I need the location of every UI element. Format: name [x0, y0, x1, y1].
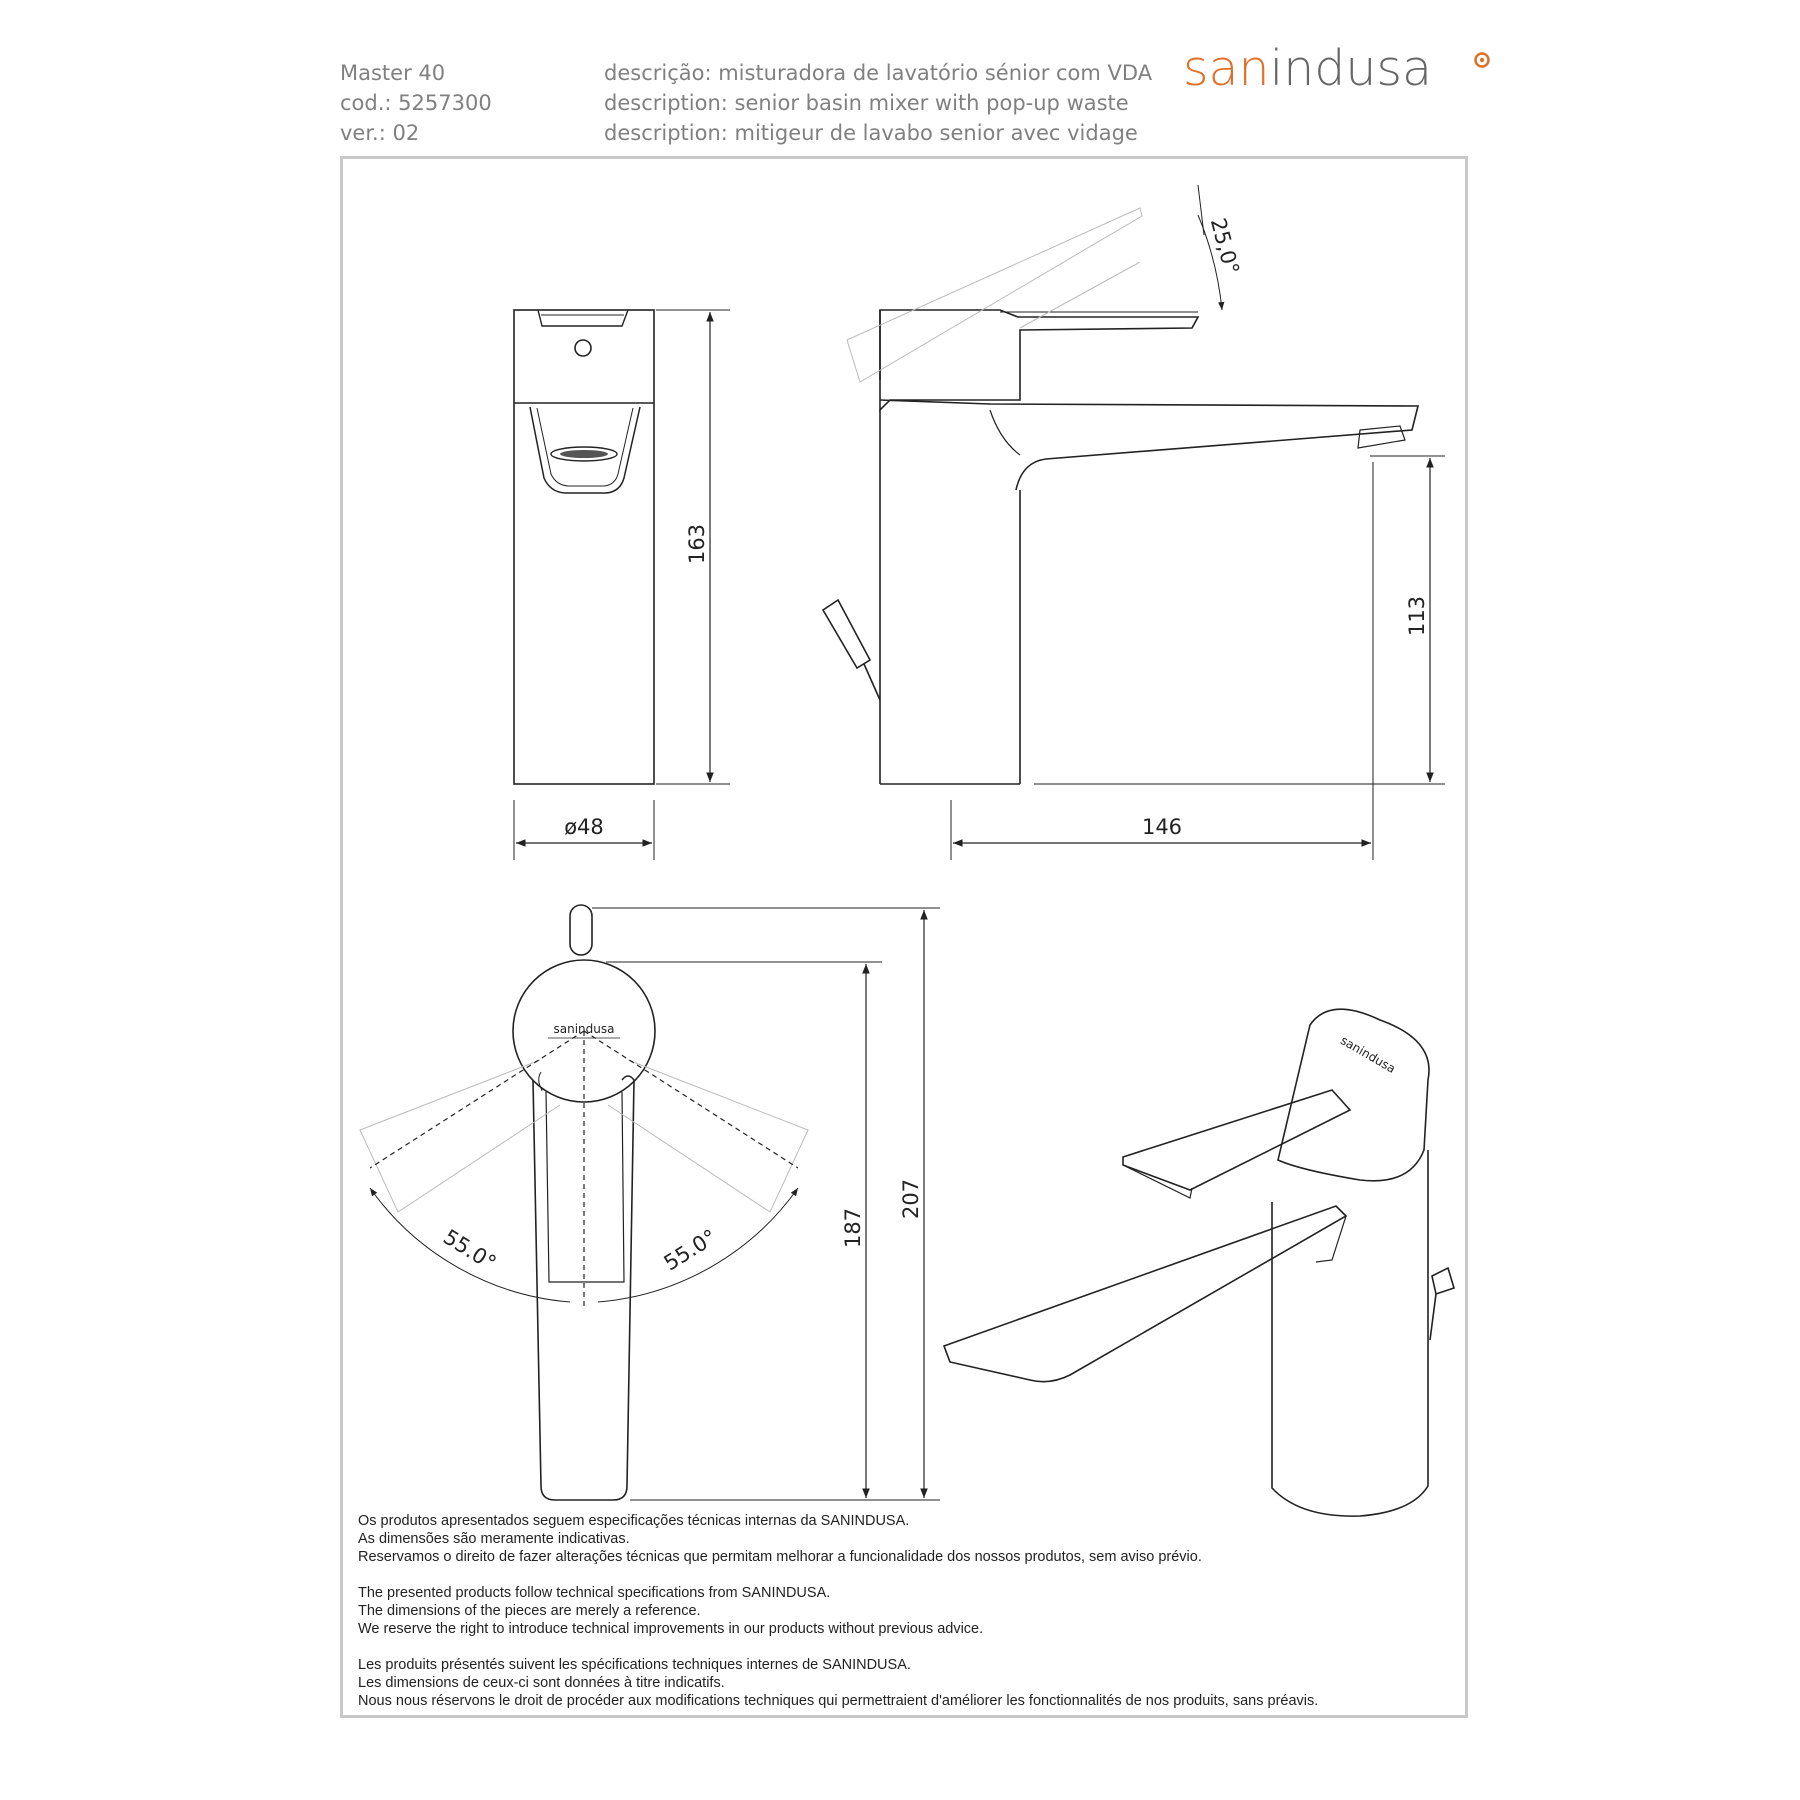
product-code: cod.: 5257300: [340, 91, 492, 115]
dim-plan-207: 207: [899, 1178, 923, 1220]
note-en-2: The dimensions of the pieces are merely a reference.: [358, 1603, 701, 1619]
note-en-3: We reserve the right to introduce technical improvements in our products without previous advice.: [358, 1621, 984, 1637]
logo-part-1: san: [1183, 40, 1270, 97]
description-pt: descrição: misturadora de lavatório sénior com VDA: [604, 61, 1153, 85]
engraving-iso: sanindusa: [1338, 1033, 1398, 1076]
note-pt-3: Reservamos o direito de fazer alterações técnicas que permitam melhorar a funcionalidade dos nossos produtos, sem aviso prévio.: [358, 1549, 1202, 1565]
model-name: Master 40: [340, 61, 446, 85]
side-view: [823, 185, 1445, 860]
note-fr-2: Les dimensions de ceux-ci sont données à titre indicatifs.: [358, 1675, 725, 1691]
note-en-1: The presented products follow technical specifications from SANINDUSA.: [358, 1585, 831, 1601]
logo-part-2: indusa: [1269, 40, 1433, 97]
note-fr-1: Les produits présentés suivent les spécifications techniques internes de SANINDUSA.: [358, 1657, 911, 1673]
dim-reach-146: 146: [1141, 815, 1183, 839]
engraving-plan: sanindusa: [553, 1022, 615, 1036]
isometric-view: [944, 1009, 1454, 1516]
legal-notes: [358, 1512, 1318, 1710]
description-fr: description: mitigeur de lavabo senior avec vidage: [604, 121, 1138, 145]
notes-en: [358, 1584, 1318, 1638]
front-view: [514, 310, 730, 860]
dim-rotation-left: 55.0°: [439, 1224, 501, 1276]
dim-lever-tilt: 25,0°: [1205, 215, 1244, 277]
notes-pt: [358, 1512, 1318, 1566]
dim-plan-187: 187: [841, 1207, 865, 1249]
dim-spout-height-113: 113: [1405, 595, 1429, 637]
dim-height-163: 163: [685, 523, 709, 565]
version: ver.: 02: [340, 121, 420, 145]
note-pt-1: Os produtos apresentados seguem especificações técnicas internas da SANINDUSA.: [358, 1513, 910, 1529]
dim-diameter: ø48: [564, 815, 604, 839]
plan-view: [360, 905, 940, 1500]
description-en: description: senior basin mixer with pop-up waste: [604, 91, 1129, 115]
note-pt-2: As dimensões são meramente indicativas.: [358, 1531, 630, 1547]
dim-rotation-right: 55.0°: [659, 1224, 721, 1276]
notes-fr: [358, 1656, 1318, 1710]
note-fr-3: Nous nous réservons le droit de procéder aux modifications techniques qui permettraient d'améliorer les fonctionnalités de nos produits, sans préavis.: [358, 1693, 1319, 1709]
